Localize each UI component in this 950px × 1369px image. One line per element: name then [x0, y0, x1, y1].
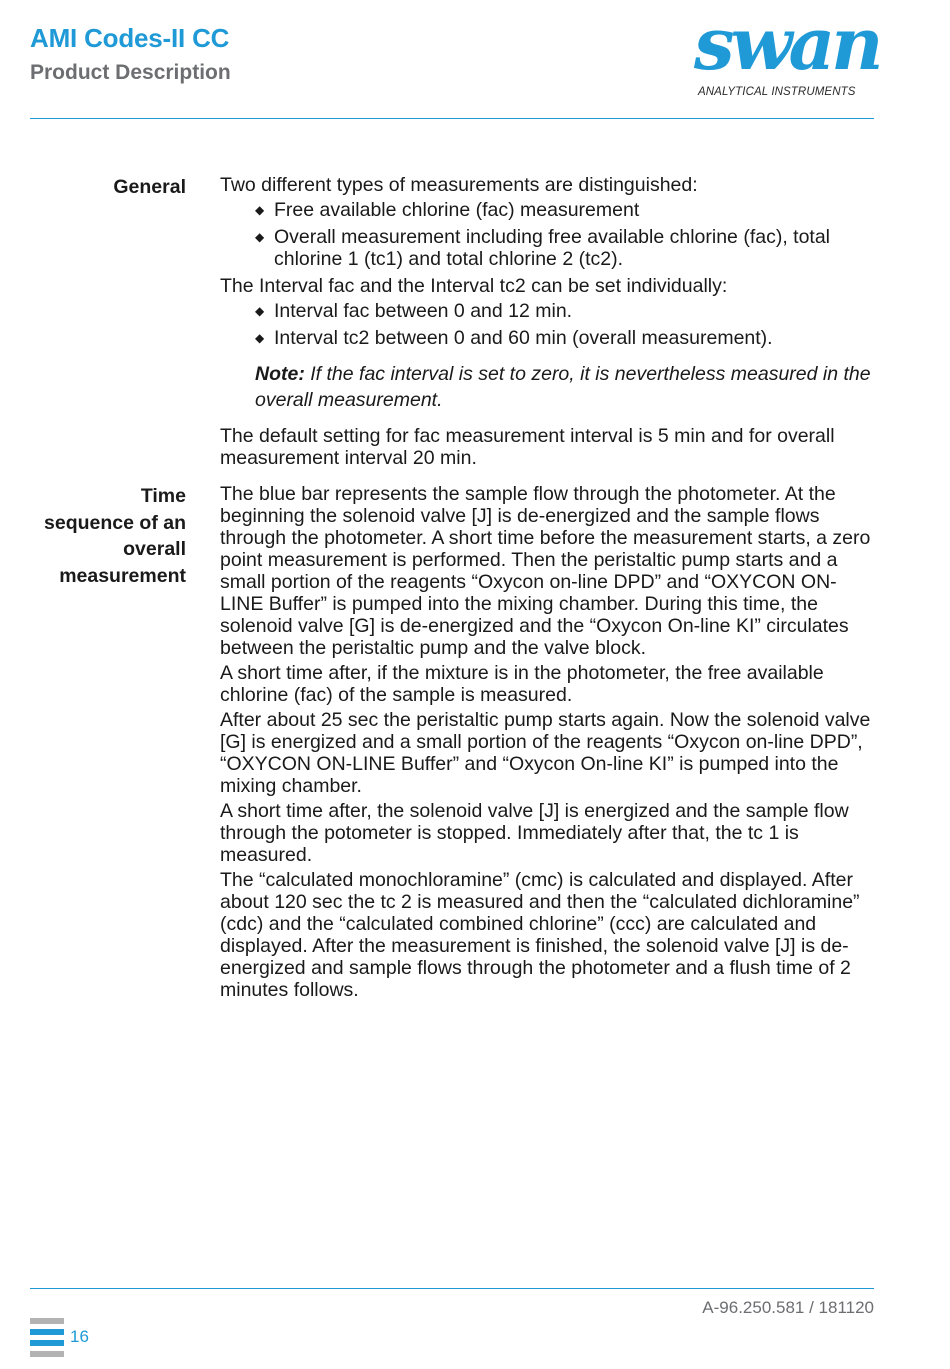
list-item: ◆ Interval tc2 between 0 and 60 min (overall measurement).	[255, 327, 773, 349]
section-label-time-sequence: Time sequence of an overall measurement	[44, 485, 186, 587]
paragraph: The “calculated monochloramine” (cmc) is calculated and displayed. After about 120 sec the tc 2 is measured and then the “calculated dichloramine” (cdc) and the “calculated combined chlorine” (ccc) are calculated and displayed. After the measurement is finished, the solenoid valve [J] is de-energized and sample flows through the photometer and a flush time of 2 minutes follows.	[220, 869, 860, 1001]
diamond-bullet-icon: ◆	[255, 331, 265, 345]
general-intro: Two different types of measurements are distinguished:	[220, 174, 698, 196]
section-content-time-sequence	[220, 483, 875, 1004]
list-item: ◆ Interval fac between 0 and 12 min.	[255, 300, 573, 322]
default-setting-text: The default setting for fac measurement interval is 5 min and for overall measurement interval 20 min.	[220, 425, 835, 469]
document-title: AMI Codes-II CC	[30, 23, 230, 53]
interval-intro: The Interval fac and the Interval tc2 can be set individually:	[220, 275, 728, 297]
interval-list	[220, 300, 875, 349]
diamond-bullet-icon: ◆	[255, 230, 265, 244]
note-label: Note:	[255, 363, 305, 385]
diamond-bullet-icon: ◆	[255, 304, 265, 318]
diamond-bullet-icon: ◆	[255, 203, 265, 217]
document-subtitle: Product Description	[30, 61, 231, 84]
measurement-types-list	[220, 199, 875, 270]
list-item: ◆ Overall measurement including free available chlorine (fac), total chlorine 1 (tc1) and total chlorine 2 (tc2).	[255, 226, 831, 270]
paragraph: After about 25 sec the peristaltic pump starts again. Now the solenoid valve [G] is energized and a small portion of the reagents “Oxycon on-line DPD”, “OXYCON ON-LINE Buffer” and “Oxycon On-line KI” is pumped into the mixing chamber.	[220, 709, 871, 797]
logo-tagline: ANALYTICAL INSTRUMENTS	[698, 86, 856, 98]
header-divider	[30, 118, 874, 119]
page-marker-icon	[30, 1318, 64, 1358]
list-item: ◆ Free available chlorine (fac) measurement	[255, 199, 640, 221]
footer-divider	[30, 1288, 874, 1289]
page-number: 16	[70, 1327, 89, 1346]
paragraph: The blue bar represents the sample flow through the photometer. At the beginning the solenoid valve [J] is de-energized and the sample flows through the photometer. A short time before the measurement starts, a zero point measurement is performed. Then the peristaltic pump starts and a small portion of the reagents “Oxycon on-line DPD” and “OXYCON ON-LINE Buffer” is pumped into the mixing chamber. During this time, the solenoid valve [G] is de-energized and the “Oxycon On-line KI” circulates between the peristaltic pump and the valve block.	[220, 483, 871, 659]
note-text: If the fac interval is set to zero, it is nevertheless measured in the overall measurement.	[255, 363, 871, 411]
note-block	[255, 361, 875, 413]
paragraph: A short time after, if the mixture is in the photometer, the free available chlorine (fac) of the sample is measured.	[220, 662, 824, 706]
document-code: A-96.250.581 / 181120	[702, 1298, 874, 1317]
logo-wordmark: swan	[694, 1, 880, 86]
section-content-general	[220, 174, 875, 472]
swan-logo	[690, 1, 880, 102]
paragraph: A short time after, the solenoid valve [J] is energized and the sample flow through the potometer is stopped. Immediately after that, the tc 1 is measured.	[220, 800, 849, 866]
section-label-general: General	[113, 176, 186, 198]
